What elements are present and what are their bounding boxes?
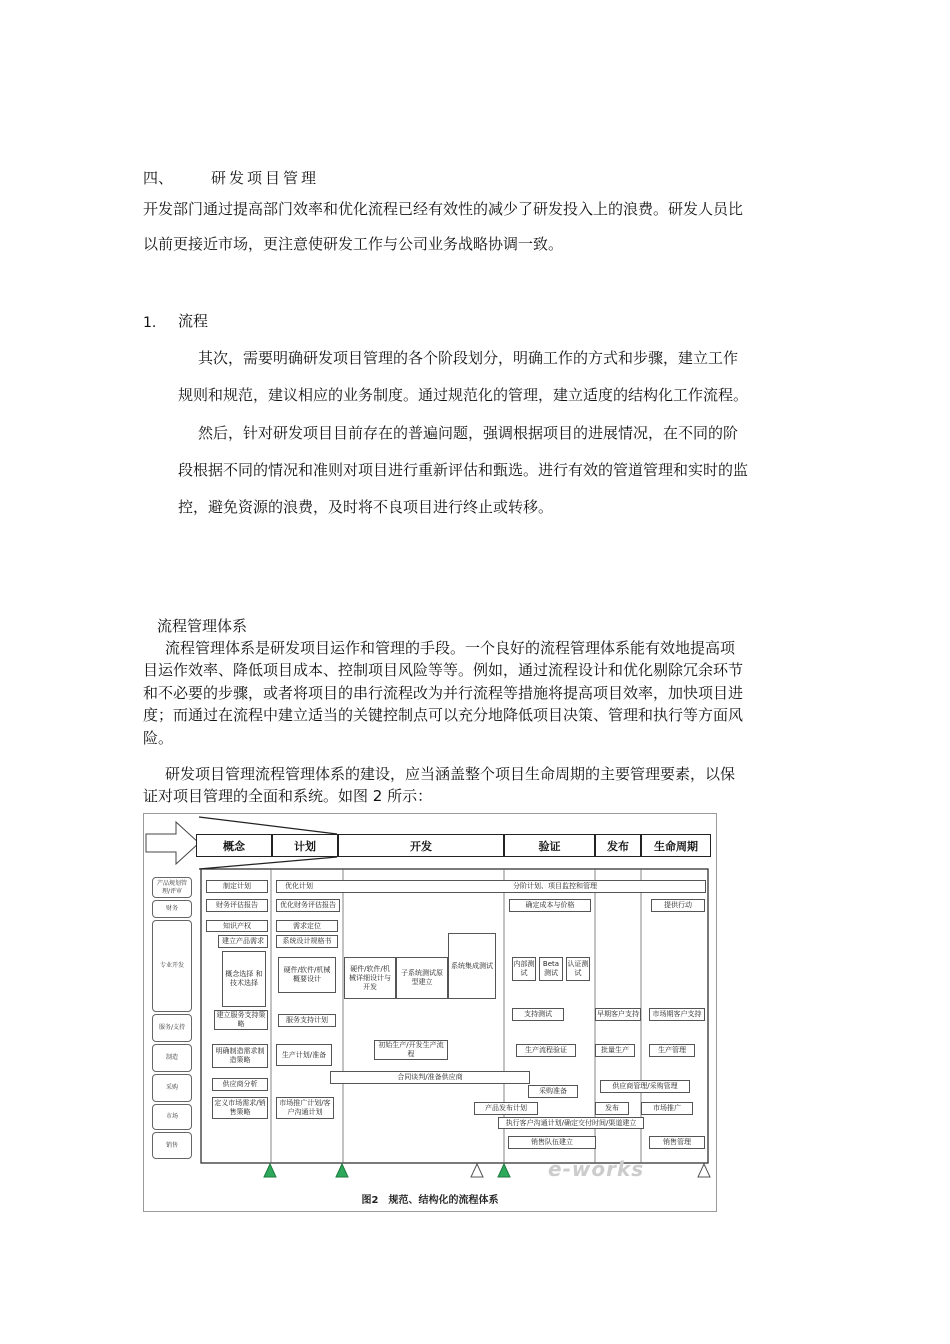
sub-p1-line-3: 和不必要的步骤，或者将项目的串行流程改为并行流程等措施将提高项目效率，加快项目进 (143, 684, 744, 702)
diagram-box: 采购准备 (528, 1085, 578, 1098)
gate-triangle-icon (698, 1164, 710, 1177)
diagram-box: 发布 (595, 1102, 629, 1115)
process-diagram-figure (143, 813, 717, 1212)
diagram-box: 认证测试 (566, 957, 590, 981)
diagram-box: 产品发布计划 (474, 1102, 538, 1115)
row-label-manufacturing: 制造 (152, 1044, 192, 1072)
diagram-box: 早期客户支持 (595, 1008, 641, 1021)
diagram-box: 生产管理 (649, 1044, 695, 1057)
diagram-box: 合同谈判/准备供应商 (330, 1071, 530, 1084)
intro-line-1: 开发部门通过提高部门效率和优化流程已经有效性的减少了研发投入上的浪费。研发人员比 (143, 200, 744, 218)
gate-triangle-icon (498, 1164, 510, 1177)
sub-p1-line-4: 度；而通过在流程中建立适当的关键控制点可以充分地降低项目决策、管理和执行等方面风 (143, 706, 744, 724)
diagram-box: 批量生产 (595, 1044, 635, 1057)
phase-concept: 概念 (196, 834, 272, 857)
diagram-box: 初始生产/开发生产流程 (374, 1040, 448, 1060)
gate-triangle-icon (264, 1164, 276, 1177)
item-p2-line-1: 然后，针对研发项目目前存在的普遍问题，强调根据项目的进展情况，在不同的阶 (198, 424, 739, 442)
diagram-box: 销售管理 (649, 1136, 705, 1149)
diagram-box: 支持测试 (512, 1008, 564, 1021)
figure-caption: 图2 规范、结构化的流程体系 (361, 1195, 499, 1206)
intro-line-2: 以前更接近市场，更注意使研发工作与公司业务战略协调一致。 (143, 235, 564, 253)
diagram-box: 财务评估报告 (206, 899, 268, 912)
diagram-box: 供应商管理/采购管理 (600, 1080, 690, 1093)
diagram-box: 市场推广计划/客户沟通计划 (276, 1097, 334, 1119)
diagram-box: 市场推广 (641, 1102, 693, 1115)
row-label-finance: 财务 (152, 900, 192, 918)
diagram-box: 明确制造需求制造策略 (212, 1044, 268, 1068)
diagram-box: Beta测试 (539, 957, 563, 981)
diagram-box: 需求定位 (276, 920, 338, 932)
diagram-box: 内部测试 (512, 957, 536, 981)
diagram-box: 服务支持计划 (278, 1014, 336, 1027)
diagram-box: 系统集成测试 (448, 933, 496, 999)
diagram-box: 子系统测试原型建立 (396, 957, 448, 999)
diagram-box: 系统设计规格书 (276, 935, 338, 948)
item-p2-line-2: 段根据不同的情况和准则对项目进行重新评估和甄选。进行有效的管道管理和实时的监 (178, 461, 749, 479)
diagram-box: 供应商分析 (212, 1078, 268, 1091)
section-title: 研发项目管理 (211, 169, 320, 187)
diagram-box: 制定计划 (206, 880, 268, 893)
diagram-box: 市场期客户支持 (649, 1008, 705, 1021)
diagram-box: 销售队伍建立 (508, 1136, 596, 1149)
sub-p1-line-5: 险。 (143, 729, 174, 747)
phase-develop: 开发 (338, 834, 504, 857)
item-number: 1. (143, 315, 157, 331)
diagram-box: 提供行动 (651, 899, 705, 912)
row-label-development: 专业开发 (152, 920, 192, 1012)
diagram-box: 生产流程验证 (516, 1044, 576, 1057)
eworks-logo: e-works (548, 1157, 645, 1181)
sub-p2-line-2: 证对项目管理的全面和系统。如图 2 所示： (143, 787, 433, 805)
row-label-planning: 产品规划管理/评审 (152, 877, 192, 898)
diagram-box: 定义市场需求/销售策略 (212, 1097, 268, 1119)
diagram-box: 硬件/软件/机械详细设计与开发 (344, 957, 396, 999)
gate-triangle-icon (471, 1164, 483, 1177)
item-p1-line-2: 规则和规范，建议相应的业务制度。通过规范化的管理，建立适度的结构化工作流程。 (178, 386, 749, 404)
row-label-procurement: 采购 (152, 1074, 192, 1102)
section-number: 四、 (143, 169, 174, 187)
diagram-box: 执行客户沟通计划/确定交付时间/渠道建立 (498, 1117, 644, 1129)
row-label-sales: 销售 (152, 1132, 192, 1159)
subsection-title: 流程管理体系 (157, 617, 248, 635)
sub-p1-line-1: 流程管理体系是研发项目运作和管理的手段。一个良好的流程管理体系能有效地提高项 (165, 639, 736, 657)
diagram-box: 确定成本与价格 (509, 899, 591, 912)
phase-verify: 验证 (504, 834, 595, 857)
gate-triangle-icon (336, 1164, 348, 1177)
phase-plan: 计划 (272, 834, 338, 857)
sub-p1-line-2: 目运作效率、降低项目成本、控制项目风险等等。例如，通过流程设计和优化剔除冗余环节 (143, 661, 744, 679)
item-title: 流程 (178, 312, 209, 330)
item-p2-line-3: 控，避免资源的浪费，及时将不良项目进行终止或转移。 (178, 498, 554, 516)
lifecycle-arrow-icon (146, 822, 199, 864)
item-p1-line-1: 其次，需要明确研发项目管理的各个阶段划分，明确工作的方式和步骤，建立工作 (198, 349, 739, 367)
diagram-box: 优化计划 分阶计划、项目监控和管理 (276, 880, 706, 893)
diagram-box: 概念选择 和 技术选择 (222, 951, 266, 1007)
diagram-box: 优化财务评估报告 (276, 899, 340, 912)
row-label-service: 服务/支持 (152, 1014, 192, 1042)
diagram-box: 建立服务支持策略 (214, 1010, 268, 1030)
phase-release: 发布 (595, 834, 641, 857)
diagram-box: 硬件/软件/机械概要设计 (278, 957, 336, 993)
row-label-market: 市场 (152, 1104, 192, 1130)
sub-p2-line-1: 研发项目管理流程管理体系的建设，应当涵盖整个项目生命周期的主要管理要素，以保 (165, 765, 736, 783)
phase-lifecycle: 生命周期 (641, 834, 711, 857)
diagram-box: 知识产权 (206, 920, 268, 932)
diagram-box: 生产计划/准备 (276, 1044, 332, 1066)
diagram-box: 建立产品需求 (218, 935, 268, 948)
